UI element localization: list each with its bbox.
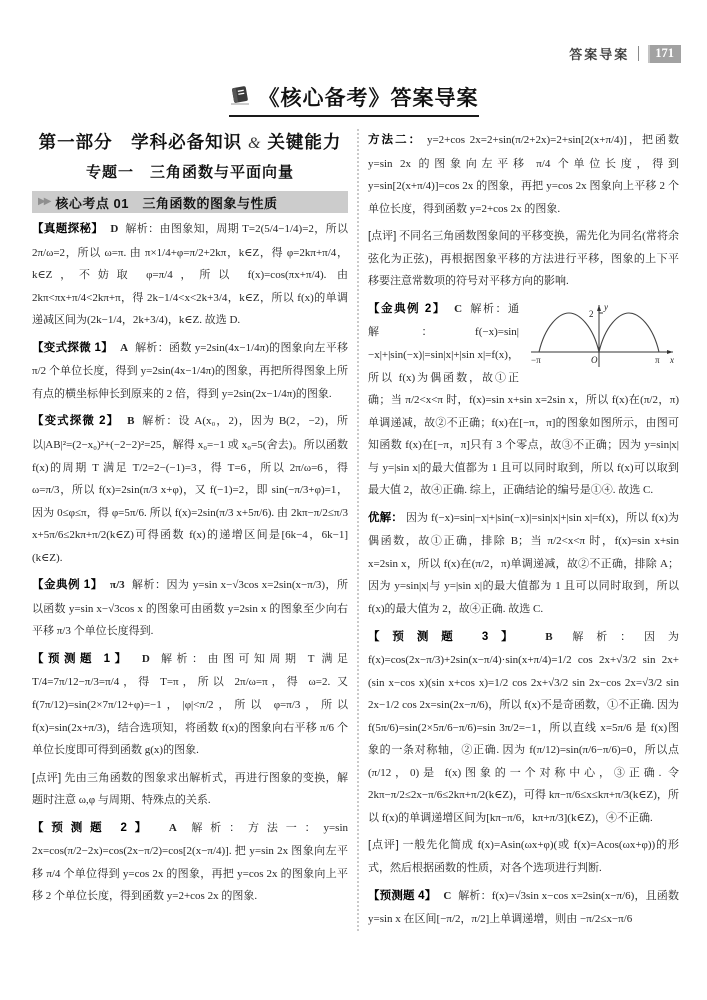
figure-xlabel: x (670, 354, 674, 365)
book-icon (229, 85, 251, 110)
comment-label: [点评] (368, 230, 397, 243)
figure-ytick: 2 (589, 308, 594, 319)
solution-block-yuce3 (368, 626, 679, 830)
solution-block-jindian1 (32, 574, 348, 643)
block-text: 解析：通解：f(−x)=sin|−x|+|sin(−x)|=sin|x|+|sin x|=f(x)，所以 f(x)为偶函数，故①正确；当 π/2<x<π 时，f(x)=sin x+sin x=2sin x，所以 f(x)在(π/2，π)单调递减，故②不正确；f(x)在[−π，π]的图象如图所示，由图可知函数 f(x)在[−π，π]只有 3 个零点，故③不正确；因为 y=sin|x|与 y=|sin x|的最大值都为 1 且可以同时取到，所以 f(x)可以取到最大值 2，故④正确. 综上，正确结论的编号是①④. 故选 C. (368, 302, 679, 497)
block-label: 【预测题 3】 (368, 630, 526, 643)
key-point-banner-label: 核心考点 01 三角函数的图象与性质 (55, 195, 278, 211)
block-label: 方法二： (368, 134, 423, 146)
block-text: 解析：f(x)=√3sin x−cos x=2sin(x−π/6)，且函数 y=sin x 在区间[−π/2，π/2]上单调递增，则由 −π/2≤x−π/6 (368, 889, 679, 926)
comment-block (32, 767, 348, 812)
sine-abs-graph (527, 300, 679, 379)
right-column (357, 129, 679, 931)
block-text: 解析：函数 y=2sin(4x−1/4π)的图象向左平移 π/2 个单位长度，得到 y=2sin(4x−1/4π)的图象，再把所得图象上所有点的横坐标伸长到原来的 2 倍，得到 y=2sin(2x−1/4π)的图象. (32, 341, 349, 400)
key-point-banner (32, 191, 348, 213)
solution-block-yuce1 (32, 648, 348, 762)
answer-choice: C (454, 302, 463, 315)
solution-block-yuce4 (368, 885, 679, 931)
answer-choice: A (120, 341, 129, 354)
figure-origin: O (591, 354, 598, 365)
block-text: 解析：方法一：y=sin 2x=cos(π/2−2x)=cos(2x−π/2)=cos[2(x−π/4)]. 把 y=sin 2x 图象向左平移 π/4 个单位得到 y=cos 2x 的图象，再把 y=cos 2x 的图象向上平移 2 个单位长度，得到函数 y=2+cos 2x 的图象. (32, 821, 349, 903)
topic-title: 专题一 三角函数与平面向量 (85, 164, 294, 181)
solution-block-bianshi2 (32, 410, 348, 569)
block-label: 【预测题 1】 (32, 652, 131, 665)
block-text: 解析：由图象知，周期 T=2(5/4−1/4)=2，所以 2π/ω=2，所以 ω=π. 由 π×1/4+φ=π/2+2kπ，k∈Z，得 φ=2kπ+π/4，k∈Z，不妨取 φ=π/4，所以 f(x)=cos(πx+π/4). 由 2kπ<πx+π/4<2kπ+π，得 2k−1/4<x<2k+3/4，k∈Z，所以 f(x)的单调递减区间为(2k−1/4，2k+3/4)，k∈Z. 故选 D. (32, 223, 349, 327)
block-label: 【变式探微 1】 (32, 341, 114, 354)
block-label: 【预测题 4】 (368, 889, 437, 902)
block-text: 不同名三角函数图象间的平移变换，需先化为同名(常将余弦化为正弦)，再根据图象平移的方法进行平移，图象的上下平移要注意常数项的符号对平移方向的影响. (368, 230, 679, 288)
double-chevron-icon: ▶▶ (38, 196, 50, 207)
block-text: 解析：设 A(x₀，2)，因为 B(2，−2)，所以|AB|²=(2−x₀)²+(−2−2)²=25，解得 x₀=−1 或 x₀=5(舍去)。所以函数 f(x)的周期 T 满足 T/2=2−(−1)=3，得 T=6，所以 2π/ω=6，得 ω=π/3，所以 f(x)=2sin(π/3 x+φ)，又 f(−1)=2，即 sin(−π/3+φ)=1，因为 0≤φ≤π，得 φ=5π/6. 所以 f(x)=2sin(π/3 x+5π/6). 由 2kπ−π/2≤π/3 x+5π/6≤2kπ+π/2(k∈Z)可得函数 f(x)的递增区间是[6k−4，6k−1](k∈Z). (32, 415, 349, 564)
solution-block-bianshi1 (32, 337, 348, 406)
solution-block-yuce2 (32, 817, 348, 908)
answer-choice: C (443, 889, 452, 902)
comment-label: [点评] (32, 771, 62, 784)
block-text: 解析：因为 f(x)=cos(2x−π/3)+2sin(x−π/4)·sin(x+π/4)=1/2 cos 2x+√3/2 sin 2x+(sin x−cos x)(sin x+cos x)=1/2 cos 2x+√3/2 sin 2x−cos 2x=√3/2 sin 2x−1/2 cos 2x=sin(2x−π/6)，所以 f(x)不是奇函数，①不正确. 因为 f(5π/6)=sin(2×5π/6−π/6)=sin 3π/2=−1，所以直线 x=5π/6 是 f(x)图象的一条对称轴，②正确. 因为 f(π/12)=sin(π/6−π/6)=0，所以点(π/12，0)是 f(x)图象的一个对称中心，③正确. 令 2kπ−π/2≤2x−π/6≤2kπ+π/2(k∈Z)，可得 kπ−π/6≤x≤kπ+π/3(k∈Z)，所以 f(x)的单调递增区间为[kπ−π/6，kπ+π/3](k∈Z)，④不正确. (368, 630, 680, 824)
block-label: 【金典例 2】 (368, 302, 446, 315)
solution-block-jindian2 (368, 298, 679, 502)
answer-value: π/3 (110, 579, 125, 592)
block-text: 先由三角函数的图象求出解析式，再进行图象的变换，解题时注意 ω,φ 与周期、特殊点的关系. (32, 771, 349, 807)
answer-choice: D (110, 223, 119, 235)
block-label: 【预测题 2】 (32, 821, 155, 834)
figure-ylabel: y (604, 301, 608, 312)
block-text: y=2+cos 2x=2+sin(π/2+2x)=2+sin[2(x+π/4)]，把函数 y=sin 2x 的图象向左平移 π/4 个单位长度，得到 y=sin[2(x+π/4)]=cos 2x 的图象，再把 y=cos 2x 图象向上平移 2 个单位长度，得到函数 y=2+cos 2x 的图象. (368, 134, 680, 215)
comment-block (368, 834, 679, 879)
alt-solution-block (368, 507, 679, 621)
block-label: 【真题探秘】 (32, 223, 104, 235)
comment-block (368, 225, 679, 293)
answer-choice: B (545, 630, 553, 643)
answer-choice: D (141, 652, 150, 665)
block-label: 【变式探微 2】 (32, 415, 120, 428)
two-column-body (32, 129, 679, 931)
comment-label: [点评] (368, 839, 399, 852)
block-text: 一般先化简成 f(x)=Asin(ωx+φ)(或 f(x)=Acos(ωx+φ))的形式，然后根据函数的性质，对各个选项进行判断. (368, 839, 680, 875)
block-text: 解析：因为 y=sin x−√3cos x=2sin(x−π/3)，所以函数 y=sin x−√3cos x 的图象可由函数 y=2sin x 的图象至少向右平移 π/3 个单位长度得到. (32, 579, 349, 638)
running-head-label: 答案导案 (569, 47, 630, 62)
page-title: 《核心备考》答案导案 (258, 86, 479, 110)
solution-block-zhenti (32, 218, 348, 332)
block-label: 【金典例 1】 (32, 579, 103, 592)
answer-choice: B (127, 415, 135, 428)
part-title: 第一部分 学科必备知识 & 关键能力 (38, 132, 342, 152)
block-text: 解析：由图可知周期 T 满足 T/4=7π/12−π/3=π/4，得 T=π，所以 2π/ω=π，得 ω=2. 又 f(7π/12)=sin(2×7π/12+φ)=−1，|φ|<π/2，所以 φ=π/3，所以 f(x)=sin(2x+π/3)，结合选项知，将函数 f(x)的图象向右平移 π/6 个单位长度即可得到函数 g(x)的图象. (32, 652, 349, 757)
left-column (32, 129, 348, 931)
answer-choice: A (168, 821, 177, 834)
block-label: 优解： (368, 511, 403, 524)
block-text: 因为 f(−x)=sin|−x|+|sin(−x)|=sin|x|+|sin x|=f(x)，所以 f(x)为偶函数，故①正确，排除 B；当 π/2<x<π 时，f(x)=sin x+sin x=2sin x，所以 f(x)在(π/2，π)单调递减，故②不正确，排除 A；因为 y=sin|x|与 y=|sin x|的最大值都为 1 且可以同时取到，所以 f(x)的最大值为 2，故④正确. 故选 C. (368, 511, 680, 615)
ampersand-glyph: & (248, 135, 262, 152)
method2-block (368, 129, 679, 220)
running-head (569, 44, 681, 63)
figure-xleft: −π (531, 354, 541, 365)
page-number-badge: 171 (648, 45, 681, 63)
running-head-divider (638, 46, 639, 61)
figure-xright: π (655, 354, 660, 365)
